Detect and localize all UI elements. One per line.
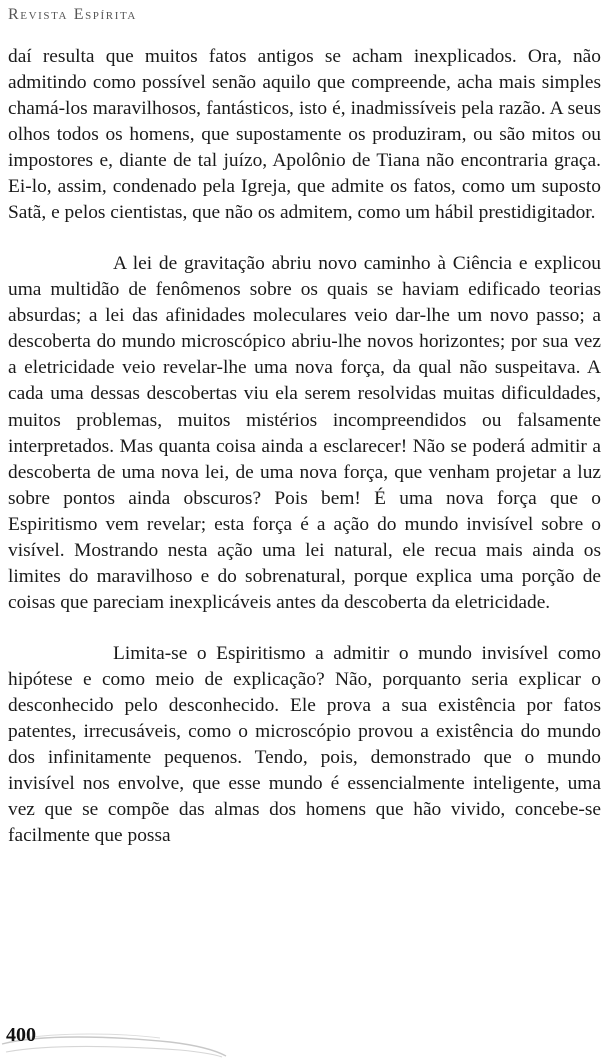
paragraph-1: daí resulta que muitos fatos antigos se acham inexplicados. Ora, não admitindo como possível senão aquilo que compreende, acha mais simples chamá-los maravilhosos, fantásticos, isto é, inadmissíveis pela razão. A seus olhos todos os homens, que supostamente os produziram, ou são mitos ou impostores e, diante de tal juízo, Apolônio de Tiana não encontraria graça. Ei-lo, assim, condenado pela Igreja, que admite os fatos, como um suposto Satã, e pelos cientistas, que não os admitem, como um hábil prestidigitador. — [8, 46, 601, 224]
paragraph-2: A lei de gravitação abriu novo caminho à Ciência e explicou uma multidão de fenômenos sobre os quais se haviam edificado teorias absurdas; a lei das afinidades moleculares veio dar-lhe um novo passo; a descoberta do mundo microscópico abriu-lhe novos horizontes; por sua vez a eletricidade veio revelar-lhe uma nova força, da qual não suspeitava. A cada uma dessas descobertas viu ela serem resolvidas muitas dificuldades, muitos problemas, muitos mistérios incompreendidos ou falsamente interpretados. Mas quanta coisa ainda a esclarecer! Não se poderá admitir a descoberta de uma nova lei, de uma nova força, que venham projetar a luz sobre pontos ainda obscuros? Pois bem! É uma nova força que o Espiritismo vem revelar; esta força é a ação do mundo invisível sobre o visível. Mostrando nesta ação uma lei natural, ele recua mais ainda os limites do maravilhoso e do sobrenatural, porque explica uma porção de coisas que pareciam inexplicáveis antes da descoberta da eletricidade. — [8, 253, 601, 613]
running-head-title: Revista Espírita — [8, 6, 137, 23]
page-number: 400 — [6, 1024, 36, 1046]
paragraph-3: Limita-se o Espiritismo a admitir o mundo invisível como hipótese e como meio de explicação? Não, porquanto seria explicar o desconhecido pelo desconhecido. Ele prova a sua existência por fatos patentes, irrecusáveis, como o microscópio provou a existência do mundo dos infinitamente pequenos. Tendo, pois, demonstrado que o mundo invisível nos envolve, que esse mundo é essencialmente inteligente, uma vez que se compõe das almas dos homens que hão vivido, concebe-se facilmente que possa — [8, 642, 601, 847]
page-body — [8, 44, 601, 849]
